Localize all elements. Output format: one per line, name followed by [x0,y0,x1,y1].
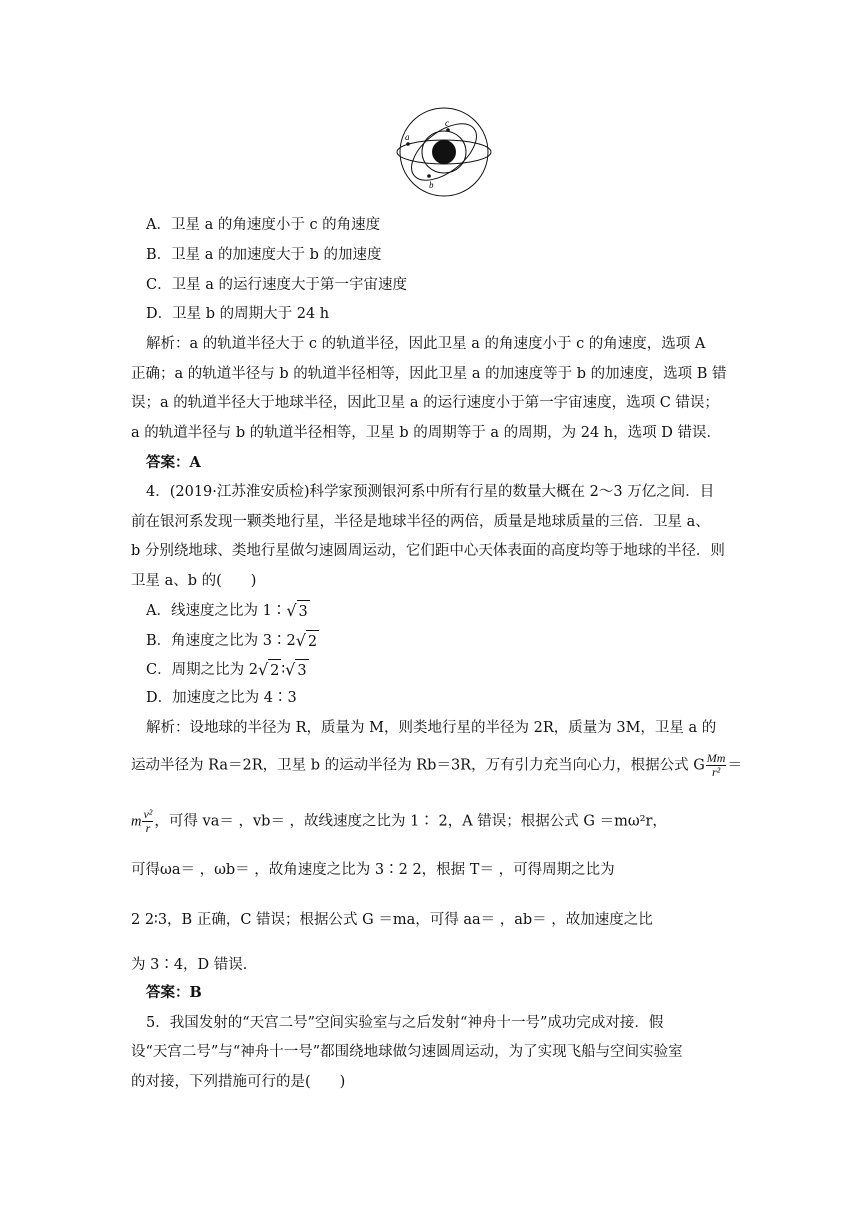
q5-stem-line-3: 的对接，下列措施可行的是( ) [131,1074,346,1090]
q4-option-b: B．角速度之比为 3∶2√ 2 [146,631,318,650]
label-a: a [405,132,410,142]
q4-analysis-line-4: 可得ωa＝ ，ωb＝ ，故角速度之比为 3∶2 2，根据 T＝ ，可得周期之比为 [131,862,615,878]
q3-analysis-line-1: 解析：a 的轨道半径大于 c 的轨道半径，因此卫星 a 的角速度小于 c 的角速度，选项 A [146,336,706,352]
q5-stem-line-1: 5．我国发射的“天宫二号”空间实验室与之后发射“神舟十一号”成功完成对接．假 [146,1015,664,1031]
q3-option-d: D．卫星 b 的周期大于 24 h [146,306,330,322]
q3-analysis-line-2: 正确；a 的轨道半径与 b 的轨道半径相等，因此卫星 a 的加速度等于 b 的加速度，选项 B 错 [131,366,727,382]
orbit-diagram [395,104,495,198]
q4-option-d: D．加速度之比为 4∶3 [146,690,297,706]
label-c: c [445,118,449,128]
q4-option-c: C．周期之比为 2√ 2 ∶√ 3 [146,660,307,679]
q4-stem-line-4: 卫星 a、b 的( ) [131,573,257,589]
q4-analysis-line-5: 2 2∶3，B 正确，C 错误；根据公式 G ＝ma，可得 aa＝ ，ab＝ ，故加速度之比 [131,912,653,928]
q3-option-a: A．卫星 a 的角速度小于 c 的角速度 [146,217,381,233]
q4-stem-line-3: b 分别绕地球、类地行星做匀速圆周运动，它们距中心天体表面的高度均等于地球的半径．则 [131,543,725,559]
q4-stem-line-2: 前在银河系发现一颗类地行星，半径是地球半径的两倍，质量是地球质量的三倍．卫星 a、 [131,514,710,530]
q3-analysis-line-4: a 的轨道半径与 b 的轨道半径相等，卫星 b 的周期等于 a 的周期，为 24 h，选项 D 错误． [131,425,721,441]
q3-option-c: C．卫星 a 的运行速度大于第一宇宙速度 [146,277,407,293]
q4-analysis-line-1: 解析：设地球的半径为 R，质量为 M，则类地行星的半径为 2R，质量为 3M，卫星 a 的 [146,720,717,736]
q3-option-b: B．卫星 a 的加速度大于 b 的加速度 [146,247,382,263]
q4-option-a: A．线速度之比为 1∶√ 3 [146,601,308,620]
q5-stem-line-2: 设“天宫二号”与“神舟十一号”都围绕地球做匀速圆周运动，为了实现飞船与空间实验室 [131,1044,683,1060]
q4-analysis-line-2: 运动半径为 Ra＝2R，卫星 b 的运动半径为 Rb＝3R，万有引力充当向心力，根据公式 G $\frac{Mm}{\text{r²}}$ ＝ [131,751,742,779]
q4-analysis-line-6: 为 3∶4，D 错误． [131,957,258,973]
q3-answer: 答案：A [146,454,201,471]
label-b: b [429,180,434,190]
q4-analysis-line-3: m $\frac{\text{v²}}{r}$ ，可得 va＝ ，vb＝ ，故线速度之比为 1∶ 2，A 错误；根据公式 G ＝mω²r， [131,807,667,835]
q4-stem-line-1: 4．(2019·江苏淮安质检)科学家预测银河系中所有行星的数量大概在 2～3 万亿之间．目 [146,484,715,500]
q3-analysis-line-3: 误；a 的轨道半径大于地球半径，因此卫星 a 的运行速度小于第一宇宙速度，选项 C 错误； [131,395,719,411]
earth [432,140,456,164]
q4-answer: 答案：B [146,984,202,1001]
